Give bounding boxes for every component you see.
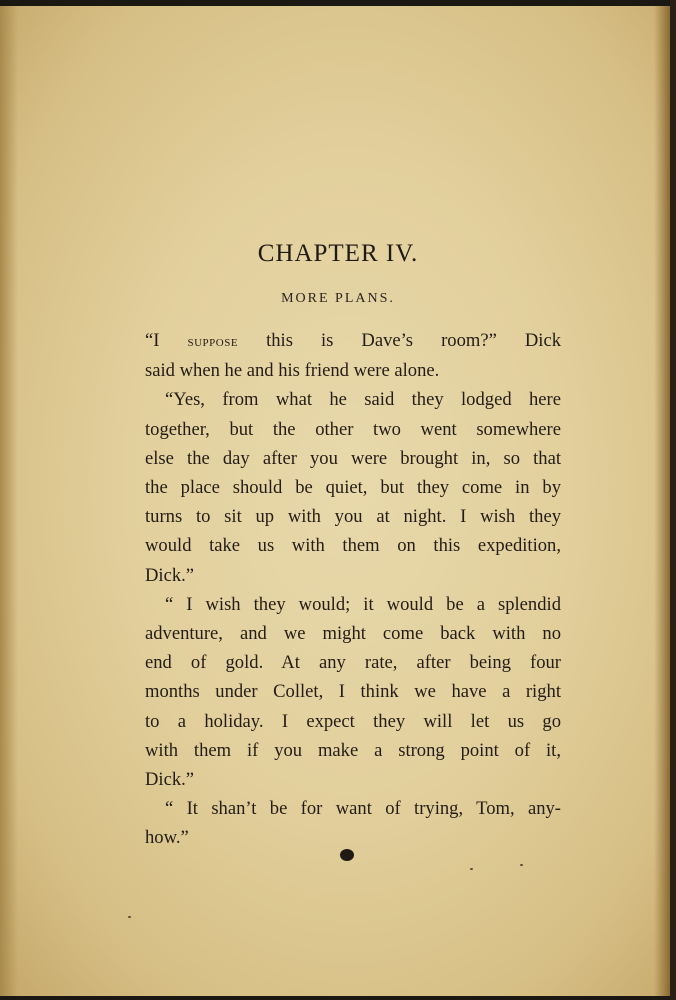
text-line: “ I wish they would; it would be a splendid xyxy=(165,593,561,615)
text-line: Dick.” xyxy=(145,769,195,791)
chapter-subtitle: MORE PLANS. xyxy=(281,291,395,306)
paragraph xyxy=(145,326,561,385)
paragraph xyxy=(145,385,561,589)
text-line: end of gold. At any rate, after being four xyxy=(145,652,561,674)
text-line: the place should be quiet, but they come in by xyxy=(145,477,561,499)
text-line: Dick.” xyxy=(145,564,195,586)
text-line: adventure, and we might come back with no xyxy=(145,623,561,645)
text-line: months under Collet, I think we have a right xyxy=(145,681,561,703)
text-line: “ It shan’t be for want of trying, Tom, any- xyxy=(165,798,561,820)
ink-speck xyxy=(470,868,473,870)
text-line: to a holiday. I expect they will let us go xyxy=(145,710,561,732)
text-line: how.” xyxy=(145,827,189,849)
text-line: “Yes, from what he said they lodged here xyxy=(165,389,561,411)
text-line: else the day after you were brought in, so that xyxy=(145,447,561,469)
ink-speck xyxy=(520,864,523,866)
text-line: with them if you make a strong point of it, xyxy=(145,739,561,761)
ink-speck xyxy=(128,916,131,918)
page-edge xyxy=(670,0,676,1000)
text-line: turns to sit up with you at night. I wish they xyxy=(145,506,561,528)
paragraph xyxy=(145,794,561,852)
text-line: would take us with them on this expedition, xyxy=(145,535,561,557)
small-caps-word: suppose xyxy=(187,333,239,350)
paragraph xyxy=(145,590,561,794)
chapter-title: CHAPTER IV. xyxy=(257,240,419,267)
lead-in: “I xyxy=(145,330,188,351)
body-text xyxy=(145,326,561,853)
text-line: together, but the other two went somewhere xyxy=(145,418,561,440)
text-line: said when he and his friend were alone. xyxy=(145,360,440,382)
ink-blot xyxy=(340,849,354,861)
book-page xyxy=(0,6,670,996)
line-rest: this is Dave’s room?” Dick xyxy=(238,330,562,351)
text-line xyxy=(145,326,561,356)
